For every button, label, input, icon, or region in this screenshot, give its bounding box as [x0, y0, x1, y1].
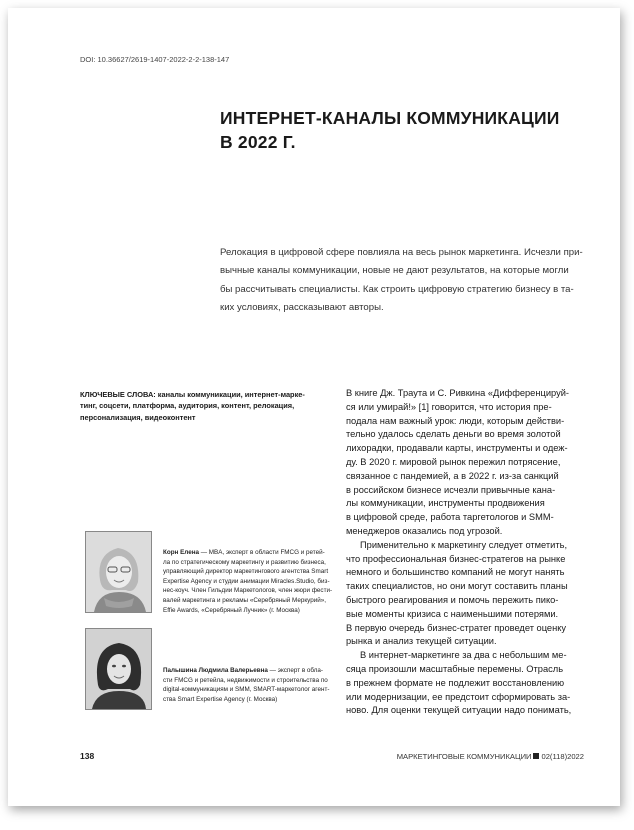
- bio-line: digital-коммуникациям и SMM, SMART-маркетолог агент-: [163, 686, 330, 694]
- author-bio-palyshina: [163, 666, 333, 704]
- body-line: подала нам важный урок: люди, которым действи-: [346, 415, 565, 426]
- doi-line: DOI: 10.36627/2619-1407-2022-2-2-138-147: [80, 55, 230, 64]
- portrait-icon: [86, 532, 151, 612]
- body-line: быстрого реагирования и помочь пережить пико-: [346, 594, 559, 605]
- bio-line: валей маркетинга и рекламы «Серебряный Меркурий»,: [163, 596, 327, 604]
- body-line: лы коммуникации, инструменты продвижения: [346, 498, 545, 509]
- author-photo-korn: [85, 531, 152, 613]
- author-name: Корн Елена: [163, 549, 200, 556]
- bio-line: управляющий директор маркетингового агентства Smart: [163, 568, 329, 576]
- journal-name: МАРКЕТИНГОВЫЕ КОММУНИКАЦИИ: [396, 752, 532, 761]
- body-line: в цифровой среде, работа таргетологов и SMM-: [346, 512, 554, 523]
- journal-page: [8, 8, 620, 806]
- body-line: таких специалистов, но они могут составить планы: [346, 581, 568, 592]
- body-line: Применительно к маркетингу следует отметить,: [360, 539, 568, 550]
- article-title: [220, 106, 600, 154]
- body-line: ся или умирай!» [1] говорится, что история пре-: [346, 401, 552, 412]
- page-number: 138: [80, 751, 95, 761]
- body-line: рынка и анализ текущей ситуации.: [346, 636, 497, 647]
- body-line: В книге Дж. Траута и С. Ривкина «Дифференцируй-: [346, 388, 570, 398]
- body-line: ново. Для оценки текущей ситуации надо понимать,: [346, 705, 572, 716]
- journal-footer: [397, 752, 584, 761]
- body-line: тельно удалось сделать деньги во время золотой: [346, 429, 561, 440]
- body-line: менеджеров оказались под угрозой.: [346, 525, 503, 536]
- body-line: немного и большинство компаний не могут нанять: [346, 567, 565, 578]
- bio-line: сти FMCG и ретейла, недвижимости и строительства по: [163, 676, 328, 684]
- bio-line: Палышина Людмила Валерьевна — эксперт в обла-: [163, 667, 324, 674]
- author-name: Палышина Людмила Валерьевна: [163, 667, 268, 674]
- keywords-line: тинг, соцсети, платформа, аудитория, контент, релокация,: [80, 401, 295, 411]
- author-photo-palyshina: [85, 628, 152, 710]
- lead-line: Релокация в цифровой сфере повлияла на весь рынок маркетинга. Исчезли при-: [220, 247, 583, 258]
- lead-line: вычные каналы коммуникации, новые не дают результатов, на которые могли: [220, 265, 569, 277]
- lead-paragraph: [220, 244, 602, 318]
- issue-number: 02(118)2022: [541, 752, 584, 761]
- title-line-1: ИНТЕРНЕТ-КАНАЛЫ КОММУНИКАЦИИ: [220, 108, 560, 128]
- body-line: В первую очередь бизнес-стратег проведет оценку: [346, 622, 567, 633]
- title-line-2: В 2022 Г.: [220, 132, 296, 152]
- body-line: В интернет-маркетинге за два с небольшим ме-: [360, 650, 567, 661]
- keywords-line: КЛЮЧЕВЫЕ СЛОВА: каналы коммуникации, интернет-марке-: [80, 390, 305, 399]
- lead-line: бы рассчитывать специалисты. Как строить цифровую стратегию бизнесу в та-: [220, 283, 574, 295]
- keywords-line: персонализация, видеоконтент: [80, 412, 196, 422]
- author-bio-korn: [163, 548, 333, 615]
- portrait-icon: [86, 629, 151, 709]
- bio-line: Effie Awards, «Серебряный Лучник» (г. Москва): [163, 606, 300, 614]
- body-line: связанное с пандемией, а в 2022 г. из-за санкций: [346, 470, 559, 481]
- body-line: лихорадки, продавали карты, инструменты и одеж-: [346, 443, 568, 454]
- keywords-block: [80, 389, 320, 423]
- body-line: что профессиональная бизнес-стратегов на рынке: [346, 553, 566, 564]
- body-line: вые моменты кризиса с наименьшими потерями.: [346, 608, 559, 619]
- bio-line: ла по стратегическому маркетингу и развитию бизнеса,: [163, 558, 326, 566]
- bio-line: нес-коуч. Член Гильдии Маркетологов, член жюри фести-: [163, 587, 333, 595]
- body-line: ду. В 2020 г. мировой рынок пережил потрясение,: [346, 456, 561, 467]
- bio-line: Expertise Agency и студии анимации Miracles.Studio, биз-: [163, 577, 330, 585]
- body-line: в российском бизнесе исчезли привычные кана-: [346, 484, 556, 495]
- body-line: сяца произошли масштабные перемены. Отрасль: [346, 663, 564, 674]
- bio-line: ства Smart Expertise Agency (г. Москва): [163, 695, 278, 703]
- square-bullet-icon: [533, 753, 539, 759]
- body-line: или модернизации, ее предстоит сформировать за-: [346, 691, 571, 702]
- lead-line: ких условиях, рассказывают авторы.: [220, 302, 384, 314]
- body-text-column: [346, 387, 616, 718]
- bio-line: Корн Елена — MBA, эксперт в области FMCG и ретей-: [163, 549, 325, 556]
- body-line: в прежнем формате не подлежит восстановлению: [346, 677, 565, 688]
